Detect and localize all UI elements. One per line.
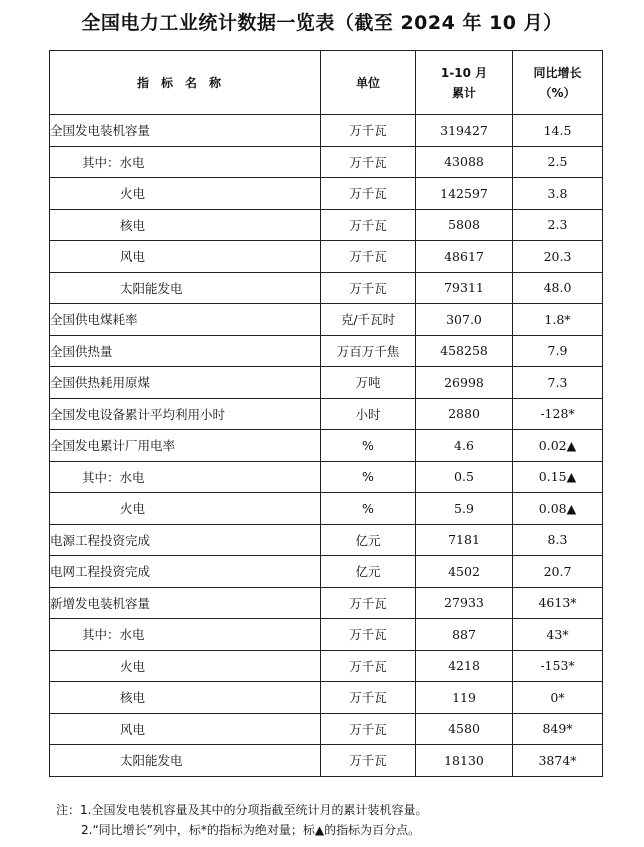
yoy-change-cell: 4613* [513, 587, 603, 619]
unit-cell: 万千瓦 [321, 619, 416, 651]
cumulative-value-cell: 5.9 [416, 493, 513, 525]
indicator-name-cell: 核电 [50, 209, 321, 241]
header-cumulative-line2: 累计 [451, 85, 476, 100]
indicator-name-cell: 全国供电煤耗率 [50, 304, 321, 336]
table-body [50, 115, 603, 777]
header-unit: 单位 [321, 51, 416, 115]
cumulative-value-cell: 79311 [416, 272, 513, 304]
indicator-name-cell: 全国发电累计厂用电率 [50, 430, 321, 462]
unit-cell: 万千瓦 [321, 209, 416, 241]
table-row [50, 619, 603, 651]
table-row [50, 493, 603, 525]
cumulative-value-cell: 4.6 [416, 430, 513, 462]
table-row [50, 146, 603, 178]
table-row [50, 115, 603, 147]
indicator-name-cell: 电网工程投资完成 [50, 556, 321, 588]
cumulative-value-cell: 887 [416, 619, 513, 651]
indicator-name-cell: 太阳能发电 [50, 745, 321, 777]
indicator-name-cell: 其中：水电 [50, 619, 321, 651]
unit-cell: 万千瓦 [321, 587, 416, 619]
cumulative-value-cell: 18130 [416, 745, 513, 777]
yoy-change-cell: 8.3 [513, 524, 603, 556]
cumulative-value-cell: 458258 [416, 335, 513, 367]
table-row [50, 682, 603, 714]
indicator-name-cell: 火电 [50, 493, 321, 525]
footnotes [56, 800, 427, 840]
indicator-name-cell: 全国供热耗用原煤 [50, 367, 321, 399]
indicator-name-cell: 其中：水电 [50, 461, 321, 493]
yoy-change-cell: 0.02▲ [513, 430, 603, 462]
unit-cell: 万千瓦 [321, 650, 416, 682]
unit-cell: 万千瓦 [321, 682, 416, 714]
table-row [50, 398, 603, 430]
indicator-name-cell: 风电 [50, 713, 321, 745]
cumulative-value-cell: 4502 [416, 556, 513, 588]
indicator-name-cell: 火电 [50, 178, 321, 210]
cumulative-value-cell: 2880 [416, 398, 513, 430]
unit-cell: 万吨 [321, 367, 416, 399]
yoy-change-cell: 3.8 [513, 178, 603, 210]
indicator-name-cell: 其中：水电 [50, 146, 321, 178]
unit-cell: 万千瓦 [321, 115, 416, 147]
yoy-change-cell: 0* [513, 682, 603, 714]
yoy-change-cell: 20.3 [513, 241, 603, 273]
yoy-change-cell: 2.5 [513, 146, 603, 178]
unit-cell: 万千瓦 [321, 178, 416, 210]
yoy-change-cell: 3874* [513, 745, 603, 777]
table-row [50, 461, 603, 493]
indicator-name-cell: 全国供热量 [50, 335, 321, 367]
cumulative-value-cell: 307.0 [416, 304, 513, 336]
yoy-change-cell: 849* [513, 713, 603, 745]
table-row [50, 209, 603, 241]
footnote-2: 2.“同比增长”列中，标*的指标为绝对量；标▲的指标为百分点。 [81, 823, 421, 837]
table-header [50, 51, 603, 115]
indicator-name-cell: 风电 [50, 241, 321, 273]
unit-cell: 亿元 [321, 556, 416, 588]
table-row [50, 713, 603, 745]
indicator-name-cell: 太阳能发电 [50, 272, 321, 304]
header-cumulative [416, 51, 513, 115]
unit-cell: 克/千瓦时 [321, 304, 416, 336]
table-row [50, 556, 603, 588]
indicator-name-cell: 火电 [50, 650, 321, 682]
unit-cell: 万百万千焦 [321, 335, 416, 367]
page-title: 全国电力工业统计数据一览表（截至 2024 年 10 月） [81, 12, 563, 34]
table-row [50, 241, 603, 273]
yoy-change-cell: 1.8* [513, 304, 603, 336]
cumulative-value-cell: 119 [416, 682, 513, 714]
header-indicator-name: 指标名称 [50, 51, 321, 115]
yoy-change-cell: 2.3 [513, 209, 603, 241]
table-row [50, 650, 603, 682]
unit-cell: 万千瓦 [321, 272, 416, 304]
cumulative-value-cell: 26998 [416, 367, 513, 399]
unit-cell: % [321, 461, 416, 493]
table-row [50, 745, 603, 777]
cumulative-value-cell: 4218 [416, 650, 513, 682]
cumulative-value-cell: 319427 [416, 115, 513, 147]
indicator-name-cell: 核电 [50, 682, 321, 714]
unit-cell: % [321, 493, 416, 525]
cumulative-value-cell: 48617 [416, 241, 513, 273]
header-yoy-line1: 同比增长 [533, 65, 582, 80]
header-row [50, 51, 603, 115]
table-row [50, 304, 603, 336]
cumulative-value-cell: 43088 [416, 146, 513, 178]
yoy-change-cell: -153* [513, 650, 603, 682]
yoy-change-cell: 0.15▲ [513, 461, 603, 493]
table-row [50, 524, 603, 556]
indicator-name-cell: 新增发电装机容量 [50, 587, 321, 619]
unit-cell: 万千瓦 [321, 713, 416, 745]
table-row [50, 178, 603, 210]
cumulative-value-cell: 5808 [416, 209, 513, 241]
yoy-change-cell: -128* [513, 398, 603, 430]
yoy-change-cell: 0.08▲ [513, 493, 603, 525]
unit-cell: 万千瓦 [321, 241, 416, 273]
yoy-change-cell: 7.3 [513, 367, 603, 399]
yoy-change-cell: 43* [513, 619, 603, 651]
table-row [50, 272, 603, 304]
unit-cell: % [321, 430, 416, 462]
yoy-change-cell: 48.0 [513, 272, 603, 304]
indicator-name-cell: 电源工程投资完成 [50, 524, 321, 556]
yoy-change-cell: 14.5 [513, 115, 603, 147]
unit-cell: 亿元 [321, 524, 416, 556]
yoy-change-cell: 20.7 [513, 556, 603, 588]
table-row [50, 367, 603, 399]
cumulative-value-cell: 142597 [416, 178, 513, 210]
yoy-change-cell: 7.9 [513, 335, 603, 367]
header-yoy-line2: （%） [539, 85, 576, 100]
unit-cell: 小时 [321, 398, 416, 430]
table-row [50, 430, 603, 462]
cumulative-value-cell: 7181 [416, 524, 513, 556]
unit-cell: 万千瓦 [321, 745, 416, 777]
indicator-name-cell: 全国发电设备累计平均利用小时 [50, 398, 321, 430]
indicator-name-cell: 全国发电装机容量 [50, 115, 321, 147]
unit-cell: 万千瓦 [321, 146, 416, 178]
statistics-table [49, 50, 603, 777]
table-row [50, 335, 603, 367]
header-cumulative-line1: 1-10 月 [440, 65, 488, 80]
table-row [50, 587, 603, 619]
header-yoy [513, 51, 603, 115]
cumulative-value-cell: 27933 [416, 587, 513, 619]
cumulative-value-cell: 4580 [416, 713, 513, 745]
cumulative-value-cell: 0.5 [416, 461, 513, 493]
footnote-1: 注：1.全国发电装机容量及其中的分项指截至统计月的累计装机容量。 [56, 803, 428, 817]
